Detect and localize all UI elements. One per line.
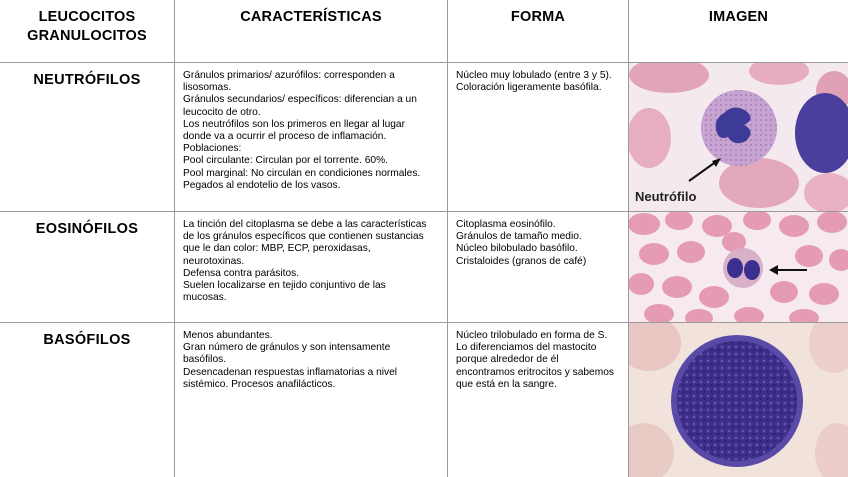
text-line: que le dan color: MBP, ECP, peroxidasas, [183,243,371,255]
text-line: Cristaloides (granos de café) [456,255,587,267]
text-line: Gran número de gránulos y son intensamente [183,342,391,354]
neutrofilo-label: Neutrófilo [635,189,697,204]
text-line: porque alrededor de él [456,354,559,366]
text-line: Desencadenan respuestas inflamatorias a nivel [183,366,398,378]
neutrophil-micrograph [629,63,848,212]
header-forma: FORMA [448,0,629,63]
text-line: leucocito de otro. [183,106,261,118]
imagen-eosinofilo [629,212,848,323]
text-line: Núcleo muy lobulado (entre 3 y 5). [456,70,612,81]
header-leucocitos [0,0,175,63]
text-line: Gránulos primarios/ azurófilos: corresponden a [183,70,395,81]
text-line: Poblaciones: [183,143,242,155]
caracteristicas-basofilos [175,323,448,477]
text-line: Menos abundantes. [183,330,273,341]
imagen-neutrofilo [629,63,848,212]
row-name-neutrofilos: NEUTRÓFILOS [0,63,175,212]
text-line: Pool circulante: Circulan por el torrente. 60%. [183,155,388,167]
basophil-micrograph [629,323,848,477]
text-line: neurotoxinas. [183,255,245,267]
header-leucocitos-line1: LEUCOCITOS [38,9,136,25]
imagen-basofilo [629,323,848,477]
forma-eosinofilos [448,212,629,323]
text-line: La tinción del citoplasma se debe a las características [183,219,427,230]
text-line: Lo diferenciamos del mastocito [456,342,597,354]
text-line: Gránulos de tamaño medio. [456,231,582,243]
eosinophil-micrograph [629,212,848,323]
text-line: Pool marginal: No circulan en condiciones normales. [183,167,421,179]
text-line: donde va a ocurrir el proceso de inflamación. [183,131,387,143]
row-name-basofilos: BASÓFILOS [0,323,175,477]
text-line: Pegados al endotelio de los vasos. [183,179,341,191]
text-line: Gránulos secundarios/ específicos: diferencian a un [183,94,417,106]
text-line: Suelen localizarse en tejido conjuntivo de las [183,280,386,292]
text-line: Defensa contra parásitos. [183,267,300,279]
text-line: que está en la sangre. [456,378,557,390]
forma-neutrofilos [448,63,629,212]
text-line: sistémico. Procesos anafilácticos. [183,378,336,390]
text-line: basófilos. [183,354,227,366]
text-line: Núcleo bilobulado basófilo. [456,243,578,255]
header-leucocitos-line2: GRANULOCITOS [27,28,147,44]
text-line: Citoplasma eosinófilo. [456,219,556,230]
row-name-eosinofilos: EOSINÓFILOS [0,212,175,323]
header-caracteristicas: CARACTERÍSTICAS [175,0,448,63]
text-line: de los gránulos específicos que contienen sustancias [183,231,424,243]
text-line: Los neutrófilos son los primeros en llegar al lugar [183,118,405,130]
header-imagen: IMAGEN [629,0,848,63]
text-line: lisosomas. [183,82,232,94]
text-line: mucosas. [183,292,227,304]
caracteristicas-neutrofilos [175,63,448,212]
forma-basofilos [448,323,629,477]
text-line: Núcleo trilobulado en forma de S. [456,330,608,341]
text-line: Coloración ligeramente basófila. [456,82,602,94]
caracteristicas-eosinofilos [175,212,448,323]
text-line: encontramos eritrocitos y sabemos [456,366,614,378]
